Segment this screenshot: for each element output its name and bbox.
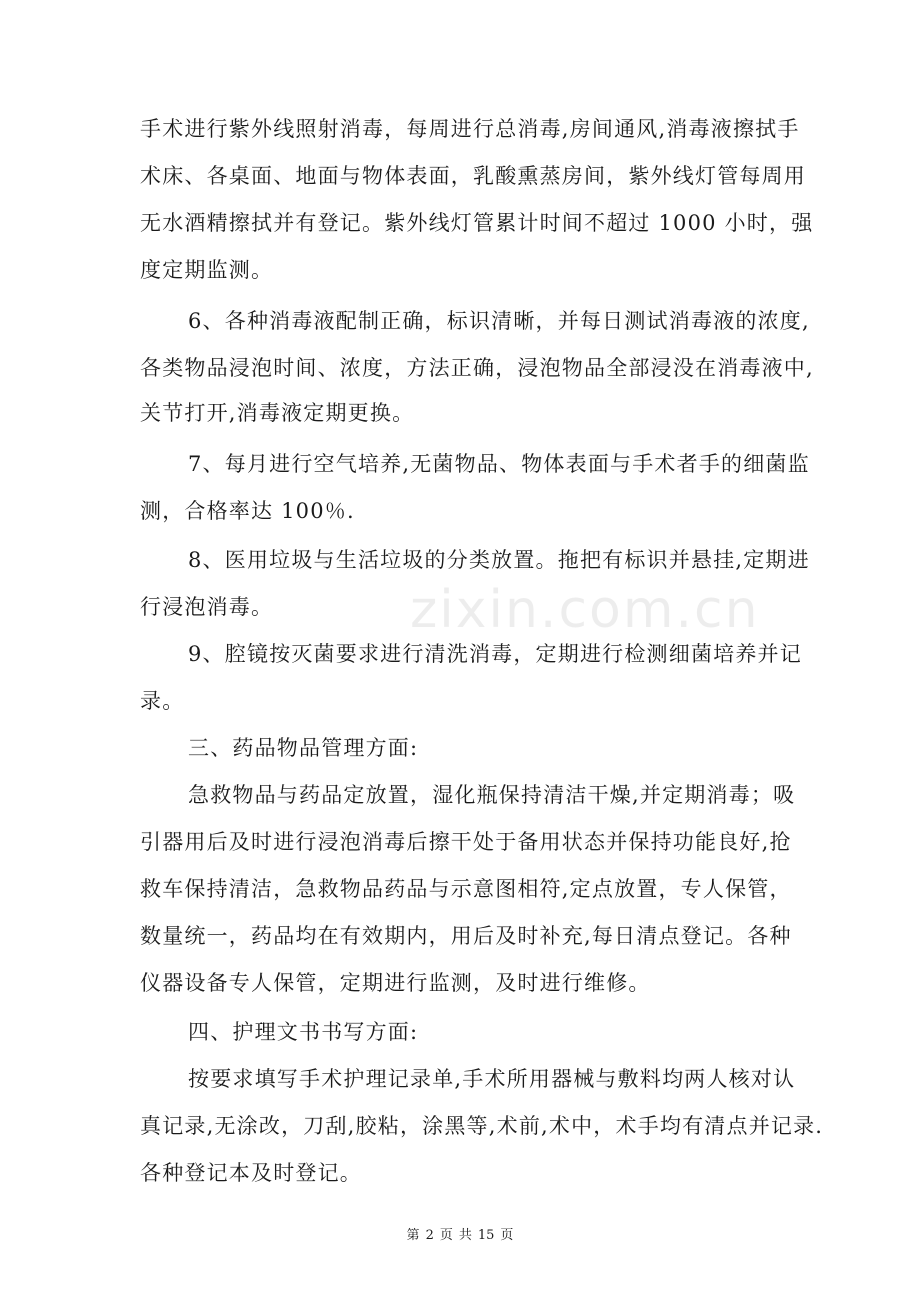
paragraph-line: 各种登记本及时登记。 (140, 1161, 362, 1185)
footer-current-page: 2 (425, 1228, 434, 1243)
page-footer (0, 1226, 920, 1246)
paragraph-line: 6、各种消毒液配制正确，标识清晰，并每日测试消毒液的浓度, (188, 309, 810, 333)
paragraph-line: 仪器设备专人保管，定期进行监测，及时进行维修。 (140, 971, 651, 995)
watermark: zixin.com.cn (410, 580, 760, 640)
paragraph-line: 按要求填写手术护理记录单,手术所用器械与敷料均两人核对认 (188, 1067, 796, 1091)
footer-total-word: 共 (458, 1228, 472, 1243)
paragraph-line: 各类物品浸泡时间、浓度，方法正确，浸泡物品全部浸没在消毒液中, (140, 356, 814, 380)
paragraph-line: 无水酒精擦拭并有登记。紫外线灯管累计时间不超过 1000 小时，强 (140, 211, 814, 235)
paragraph-line: 急救物品与药品定放置，湿化瓶保持清洁干燥,并定期消毒；吸 (188, 783, 796, 807)
section-heading: 四、护理文书书写方面: (188, 1020, 419, 1044)
paragraph-line: 测，合格率达 100％. (140, 499, 355, 523)
paragraph-line: 手术进行紫外线照射消毒，每周进行总消毒,房间通风,消毒液擦拭手 (140, 117, 800, 141)
footer-prefix: 第 (406, 1228, 420, 1243)
footer-total-pages: 15 (477, 1228, 495, 1243)
paragraph-line: 引器用后及时进行浸泡消毒后擦干处于备用状态并保持功能良好,抢 (140, 830, 792, 854)
paragraph-line: 数量统一，药品均在有效期内，用后及时补充,每日清点登记。各种 (140, 924, 792, 948)
paragraph-line: 7、每月进行空气培养,无菌物品、物体表面与手术者手的细菌监 (188, 452, 810, 476)
paragraph-line: 真记录,无涂改，刀刮,胶粘，涂黑等,术前,术中，术手均有清点并记录. (140, 1114, 824, 1138)
section-heading: 三、药品物品管理方面: (188, 736, 419, 760)
paragraph-line: 9、腔镜按灭菌要求进行清洗消毒，定期进行检测细菌培养并记 (188, 642, 802, 666)
paragraph-line: 术床、各桌面、地面与物体表面，乳酸熏蒸房间，紫外线灯管每周用 (140, 164, 806, 188)
paragraph-line: 8、医用垃圾与生活垃圾的分类放置。拖把有标识并悬挂,定期进 (188, 548, 810, 572)
paragraph-line: 救车保持清洁，急救物品药品与示意图相符,定点放置，专人保管， (140, 877, 792, 901)
footer-suffix: 页 (500, 1228, 514, 1243)
paragraph-line: 度定期监测。 (140, 258, 274, 282)
paragraph-line: 录。 (140, 689, 185, 713)
footer-page-word: 页 (439, 1228, 453, 1243)
paragraph-line: 行浸泡消毒。 (140, 595, 274, 619)
paragraph-line: 关节打开,消毒液定期更换。 (140, 401, 415, 425)
